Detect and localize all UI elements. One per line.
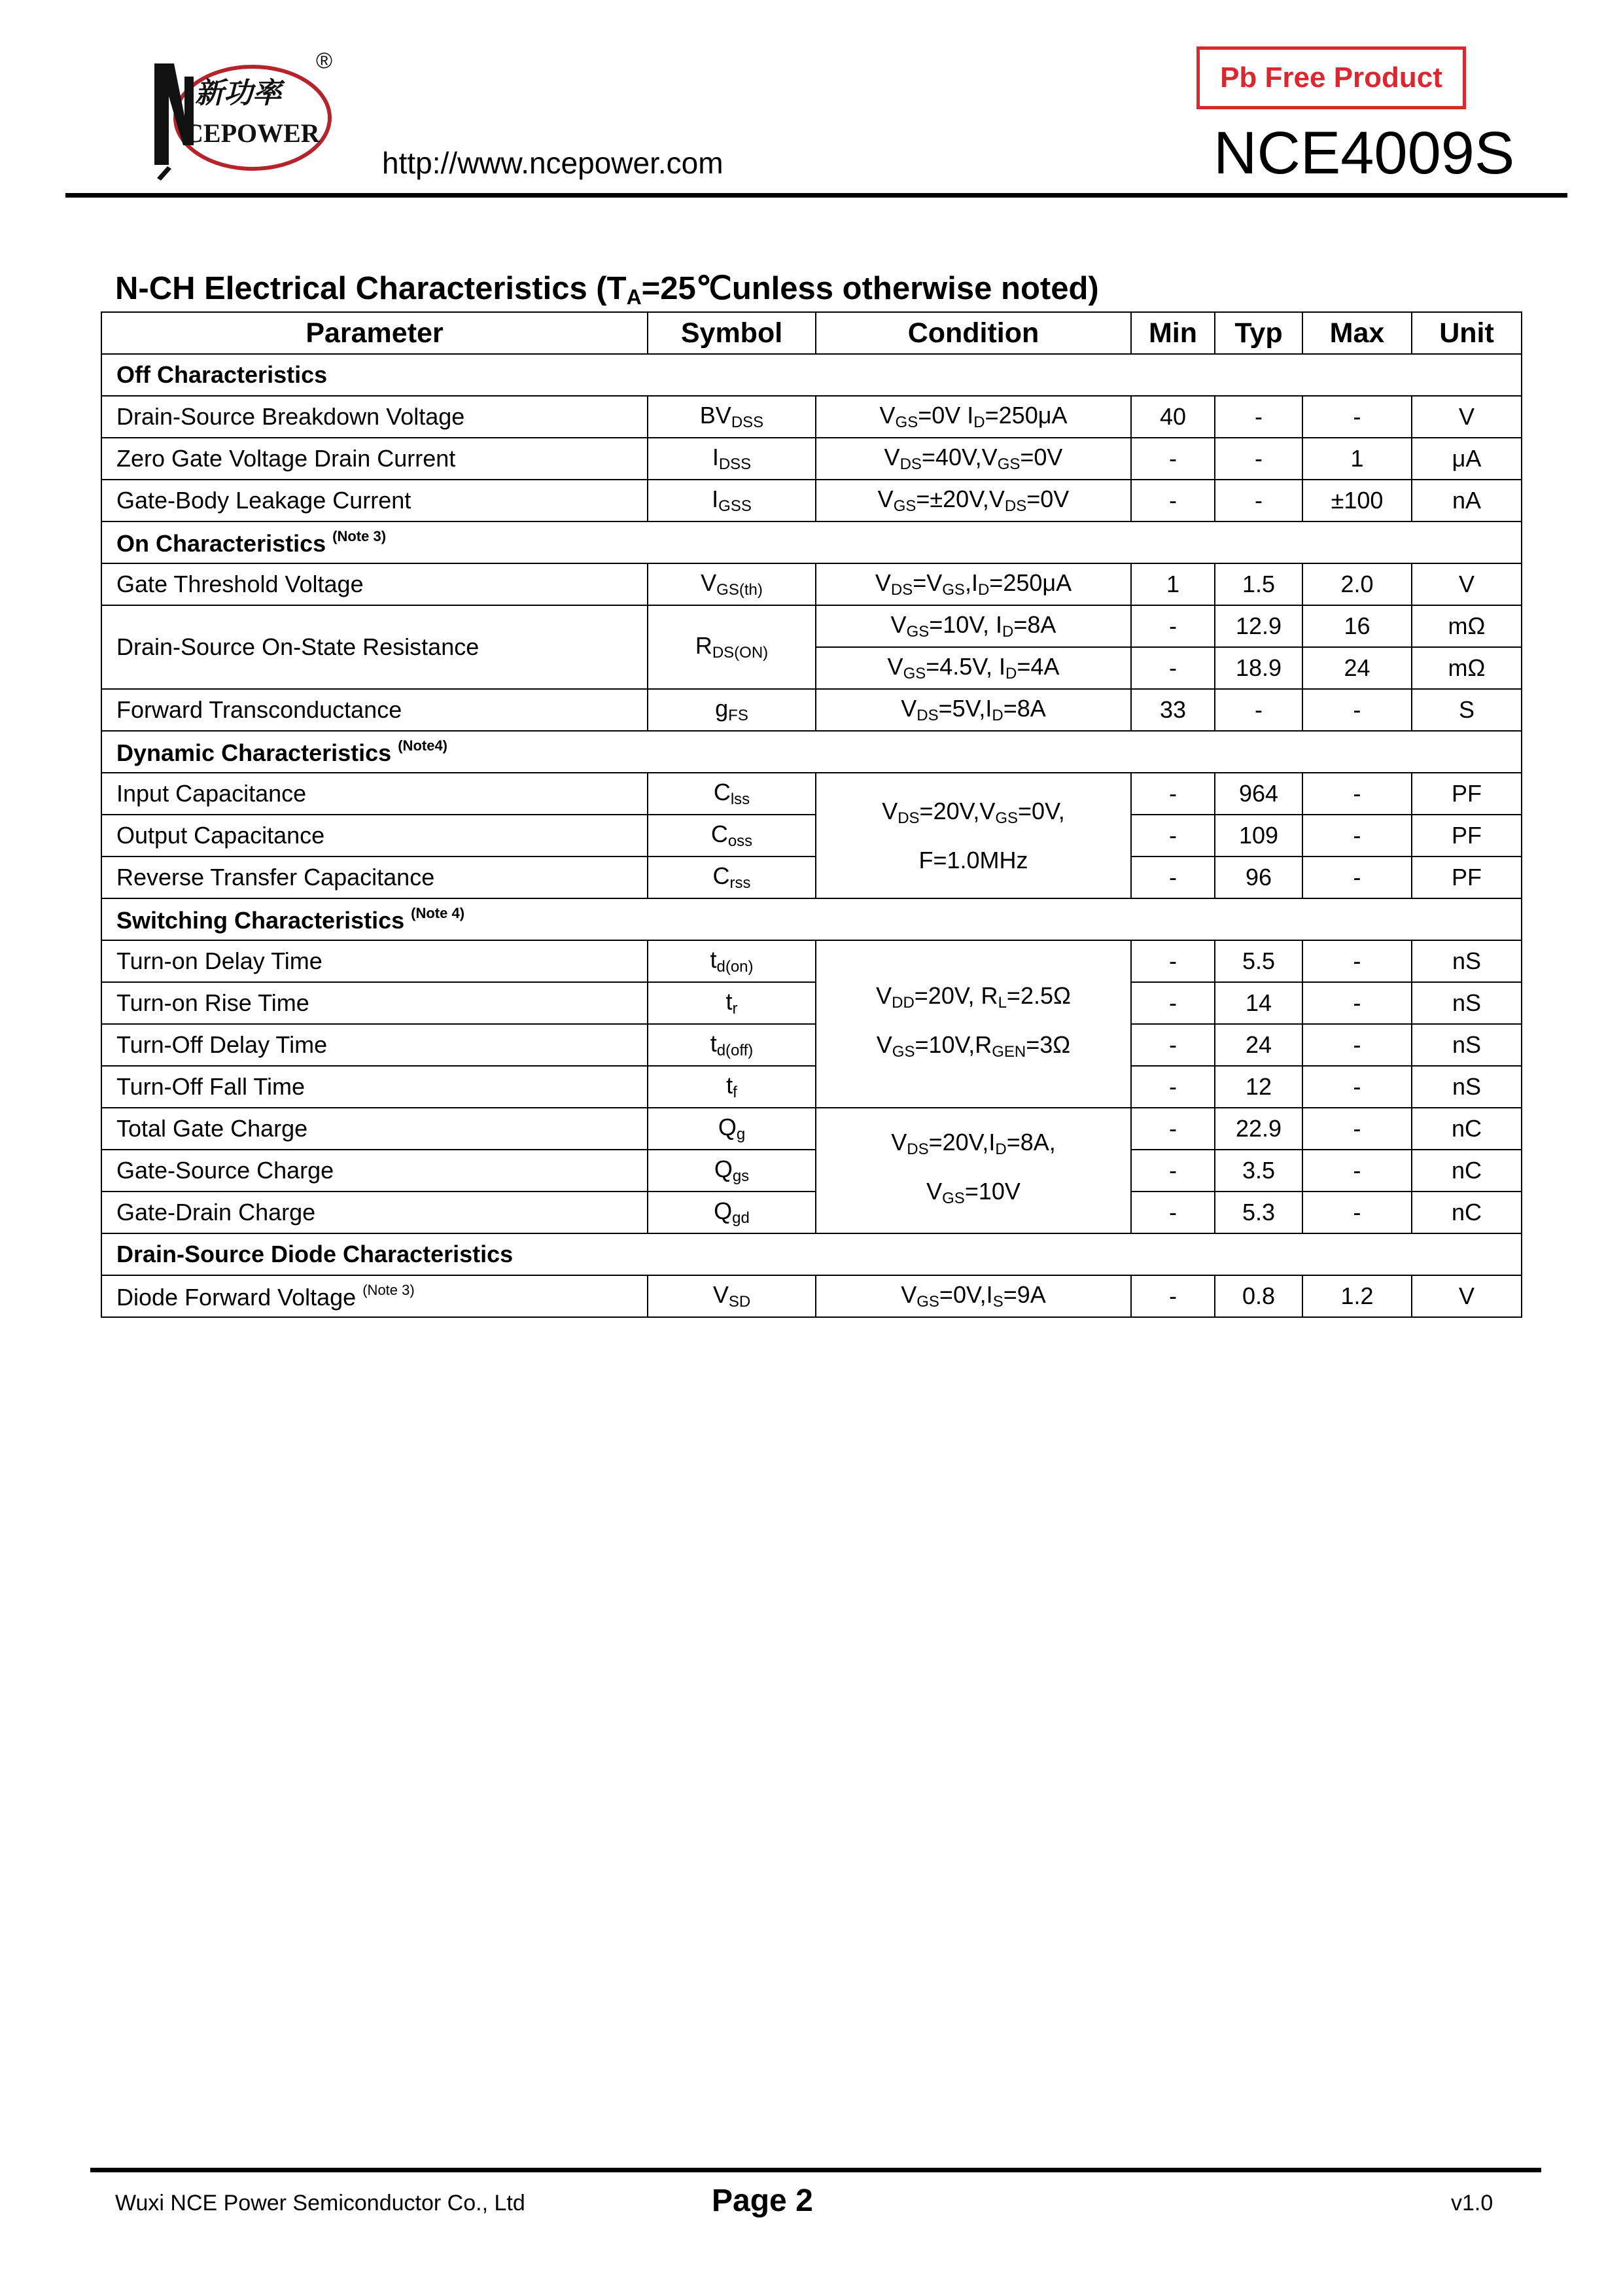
- condition-cell: $V_{GS}=0V,I_S=9A$: [816, 1275, 1131, 1317]
- typ-cell: -: [1215, 689, 1302, 731]
- unit-cell: V: [1412, 1275, 1522, 1317]
- unit-cell: nS: [1412, 1066, 1522, 1108]
- table-row: [101, 1192, 1522, 1233]
- page-number: Page 2: [712, 2183, 813, 2218]
- min-cell: -: [1131, 438, 1215, 480]
- typ-cell: 18.9: [1215, 647, 1302, 689]
- symbol-cell: $C_{lss}$: [648, 773, 816, 815]
- svg-text:®: ®: [316, 48, 333, 73]
- symbol-cell: $I_{GSS}$: [648, 480, 816, 521]
- part-number: NCE4009S: [1213, 120, 1515, 186]
- max-cell: -: [1302, 815, 1412, 857]
- section-row-switching: [101, 898, 1522, 940]
- table-row: [101, 1024, 1522, 1066]
- max-cell: 16: [1302, 605, 1412, 647]
- symbol-cell: $t_r$: [648, 982, 816, 1024]
- condition-cell: $V_{DD}=20V$, $R_L=2.5\Omega$ $V_{GS}=10V,R_{GEN}=3\Omega$: [816, 940, 1131, 1108]
- table-row: [101, 1108, 1522, 1150]
- unit-cell: nC: [1412, 1150, 1522, 1192]
- section-label-diode: Drain-Source Diode Characteristics: [101, 1233, 1522, 1275]
- max-cell: -: [1302, 1192, 1412, 1233]
- max-cell: -: [1302, 396, 1412, 438]
- typ-cell: 5.5: [1215, 940, 1302, 982]
- symbol-cell: $t_f$: [648, 1066, 816, 1108]
- param-cell: Output Capacitance: [101, 815, 648, 857]
- symbol-cell: $g_{FS}$: [648, 689, 816, 731]
- unit-cell: PF: [1412, 815, 1522, 857]
- website-url[interactable]: http://www.ncepower.com: [382, 146, 724, 180]
- section-row-off: [101, 354, 1522, 396]
- symbol-cell: $t_{d(on)}$: [648, 940, 816, 982]
- symbol-cell: $Q_{gd}$: [648, 1192, 816, 1233]
- pb-free-badge: Pb Free Product: [1196, 46, 1466, 109]
- typ-cell: 1.5: [1215, 563, 1302, 605]
- header-parameter: Parameter: [101, 312, 648, 354]
- unit-cell: V: [1412, 396, 1522, 438]
- max-cell: ±100: [1302, 480, 1412, 521]
- param-cell: Diode Forward Voltage $^{(Note 3)}$: [101, 1275, 648, 1317]
- max-cell: -: [1302, 1108, 1412, 1150]
- footer-company: Wuxi NCE Power Semiconductor Co., Ltd: [115, 2191, 525, 2216]
- table-row: [101, 815, 1522, 857]
- param-cell: Turn-on Delay Time: [101, 940, 648, 982]
- typ-cell: -: [1215, 396, 1302, 438]
- max-cell: -: [1302, 857, 1412, 898]
- condition-cell: $V_{DS}=40V,V_{GS}=0V$: [816, 438, 1131, 480]
- header-condition: Condition: [816, 312, 1131, 354]
- min-cell: -: [1131, 773, 1215, 815]
- min-cell: -: [1131, 1066, 1215, 1108]
- unit-cell: mΩ: [1412, 647, 1522, 689]
- min-cell: 40: [1131, 396, 1215, 438]
- section-label-off: Off Characteristics: [101, 354, 1522, 396]
- unit-cell: nS: [1412, 940, 1522, 982]
- document-version: v1.0: [1451, 2191, 1493, 2216]
- table-row: [101, 563, 1522, 605]
- min-cell: -: [1131, 605, 1215, 647]
- max-cell: -: [1302, 773, 1412, 815]
- typ-cell: -: [1215, 438, 1302, 480]
- svg-text:新功率: 新功率: [195, 77, 281, 110]
- typ-cell: 109: [1215, 815, 1302, 857]
- min-cell: -: [1131, 815, 1215, 857]
- max-cell: -: [1302, 689, 1412, 731]
- table-row: [101, 857, 1522, 898]
- min-cell: -: [1131, 857, 1215, 898]
- param-cell: Gate Threshold Voltage: [101, 563, 648, 605]
- min-cell: -: [1131, 940, 1215, 982]
- symbol-cell: $Q_g$: [648, 1108, 816, 1150]
- param-cell: Drain-Source Breakdown Voltage: [101, 396, 648, 438]
- header-min: Min: [1131, 312, 1215, 354]
- param-cell: Drain-Source On-State Resistance: [101, 605, 648, 689]
- table-row: [101, 940, 1522, 982]
- table-row: [101, 438, 1522, 480]
- max-cell: -: [1302, 1066, 1412, 1108]
- table-row: [101, 982, 1522, 1024]
- header-max: Max: [1302, 312, 1412, 354]
- table-row: [101, 1150, 1522, 1192]
- max-cell: 1.2: [1302, 1275, 1412, 1317]
- table-row: [101, 1066, 1522, 1108]
- condition-cell: $V_{GS}=10V$, $I_D=8A$: [816, 605, 1131, 647]
- param-cell: Gate-Drain Charge: [101, 1192, 648, 1233]
- min-cell: -: [1131, 1192, 1215, 1233]
- symbol-cell: $R_{DS(ON)}$: [648, 605, 816, 689]
- condition-cell: $V_{DS}=20V,I_D=8A$, $V_{GS}=10V$: [816, 1108, 1131, 1233]
- company-logo: [143, 41, 339, 181]
- param-cell: Gate-Body Leakage Current: [101, 480, 648, 521]
- section-label-switching: Switching Characteristics $^{(Note 4)}$: [101, 898, 1522, 940]
- typ-cell: 14: [1215, 982, 1302, 1024]
- header-symbol: Symbol: [648, 312, 816, 354]
- unit-cell: PF: [1412, 857, 1522, 898]
- condition-cell: $V_{DS}=20V,V_{GS}=0V$, F=1.0MHz: [816, 773, 1131, 898]
- max-cell: 24: [1302, 647, 1412, 689]
- unit-cell: PF: [1412, 773, 1522, 815]
- param-cell: Gate-Source Charge: [101, 1150, 648, 1192]
- unit-cell: nC: [1412, 1192, 1522, 1233]
- unit-cell: μA: [1412, 438, 1522, 480]
- symbol-cell: $Q_{gs}$: [648, 1150, 816, 1192]
- min-cell: -: [1131, 480, 1215, 521]
- condition-cell: $V_{GS}=\pm 20V,V_{DS}=0V$: [816, 480, 1131, 521]
- max-cell: -: [1302, 982, 1412, 1024]
- symbol-cell: $t_{d(off)}$: [648, 1024, 816, 1066]
- unit-cell: mΩ: [1412, 605, 1522, 647]
- table-row: [101, 396, 1522, 438]
- table-row: [101, 480, 1522, 521]
- min-cell: 1: [1131, 563, 1215, 605]
- param-cell: Reverse Transfer Capacitance: [101, 857, 648, 898]
- typ-cell: 3.5: [1215, 1150, 1302, 1192]
- max-cell: 1: [1302, 438, 1412, 480]
- max-cell: -: [1302, 1024, 1412, 1066]
- condition-cell: $V_{DS}=5V,I_D=8A$: [816, 689, 1131, 731]
- condition-cell: $V_{GS}=0V$ $I_D=250\mu A$: [816, 396, 1131, 438]
- typ-cell: 5.3: [1215, 1192, 1302, 1233]
- typ-cell: 0.8: [1215, 1275, 1302, 1317]
- unit-cell: V: [1412, 563, 1522, 605]
- footer-divider: [90, 2168, 1541, 2172]
- typ-cell: -: [1215, 480, 1302, 521]
- typ-cell: 96: [1215, 857, 1302, 898]
- table-row: [101, 605, 1522, 647]
- typ-cell: 24: [1215, 1024, 1302, 1066]
- symbol-cell: $C_{oss}$: [648, 815, 816, 857]
- max-cell: -: [1302, 940, 1412, 982]
- symbol-cell: $V_{GS(th)}$: [648, 563, 816, 605]
- header-unit: Unit: [1412, 312, 1522, 354]
- max-cell: 2.0: [1302, 563, 1412, 605]
- symbol-cell: $V_{SD}$: [648, 1275, 816, 1317]
- typ-cell: 12: [1215, 1066, 1302, 1108]
- condition-cell: $V_{GS}=4.5V$, $I_D=4A$: [816, 647, 1131, 689]
- table-row: [101, 1275, 1522, 1317]
- electrical-characteristics-table: [101, 311, 1522, 1318]
- symbol-cell: $BV_{DSS}$: [648, 396, 816, 438]
- section-title: N-CH Electrical Characteristics ($T_A=25℃unless$ otherwise noted): [115, 271, 1099, 309]
- param-cell: Input Capacitance: [101, 773, 648, 815]
- typ-cell: 964: [1215, 773, 1302, 815]
- min-cell: -: [1131, 1150, 1215, 1192]
- section-row-dynamic: [101, 731, 1522, 773]
- header-divider: [65, 193, 1567, 198]
- param-cell: Turn-Off Delay Time: [101, 1024, 648, 1066]
- symbol-cell: $I_{DSS}$: [648, 438, 816, 480]
- min-cell: 33: [1131, 689, 1215, 731]
- param-cell: Zero Gate Voltage Drain Current: [101, 438, 648, 480]
- unit-cell: S: [1412, 689, 1522, 731]
- unit-cell: nS: [1412, 982, 1522, 1024]
- param-cell: Turn-on Rise Time: [101, 982, 648, 1024]
- min-cell: -: [1131, 1108, 1215, 1150]
- section-label-dynamic: Dynamic Characteristics $^{(Note4)}$: [101, 731, 1522, 773]
- min-cell: -: [1131, 1024, 1215, 1066]
- max-cell: -: [1302, 1150, 1412, 1192]
- section-label-on: On Characteristics $^{(Note 3)}$: [101, 521, 1522, 563]
- symbol-cell: $C_{rss}$: [648, 857, 816, 898]
- table-header-row: [101, 312, 1522, 354]
- min-cell: -: [1131, 982, 1215, 1024]
- svg-text:CEPOWER: CEPOWER: [184, 118, 320, 148]
- table-row: [101, 773, 1522, 815]
- min-cell: -: [1131, 647, 1215, 689]
- param-cell: Total Gate Charge: [101, 1108, 648, 1150]
- typ-cell: 12.9: [1215, 605, 1302, 647]
- section-row-diode: [101, 1233, 1522, 1275]
- section-row-on: [101, 521, 1522, 563]
- typ-cell: 22.9: [1215, 1108, 1302, 1150]
- unit-cell: nA: [1412, 480, 1522, 521]
- header-typ: Typ: [1215, 312, 1302, 354]
- min-cell: -: [1131, 1275, 1215, 1317]
- param-cell: Forward Transconductance: [101, 689, 648, 731]
- table-row: [101, 689, 1522, 731]
- unit-cell: nS: [1412, 1024, 1522, 1066]
- condition-cell: $V_{DS}=V_{GS},I_D=250\mu A$: [816, 563, 1131, 605]
- param-cell: Turn-Off Fall Time: [101, 1066, 648, 1108]
- unit-cell: nC: [1412, 1108, 1522, 1150]
